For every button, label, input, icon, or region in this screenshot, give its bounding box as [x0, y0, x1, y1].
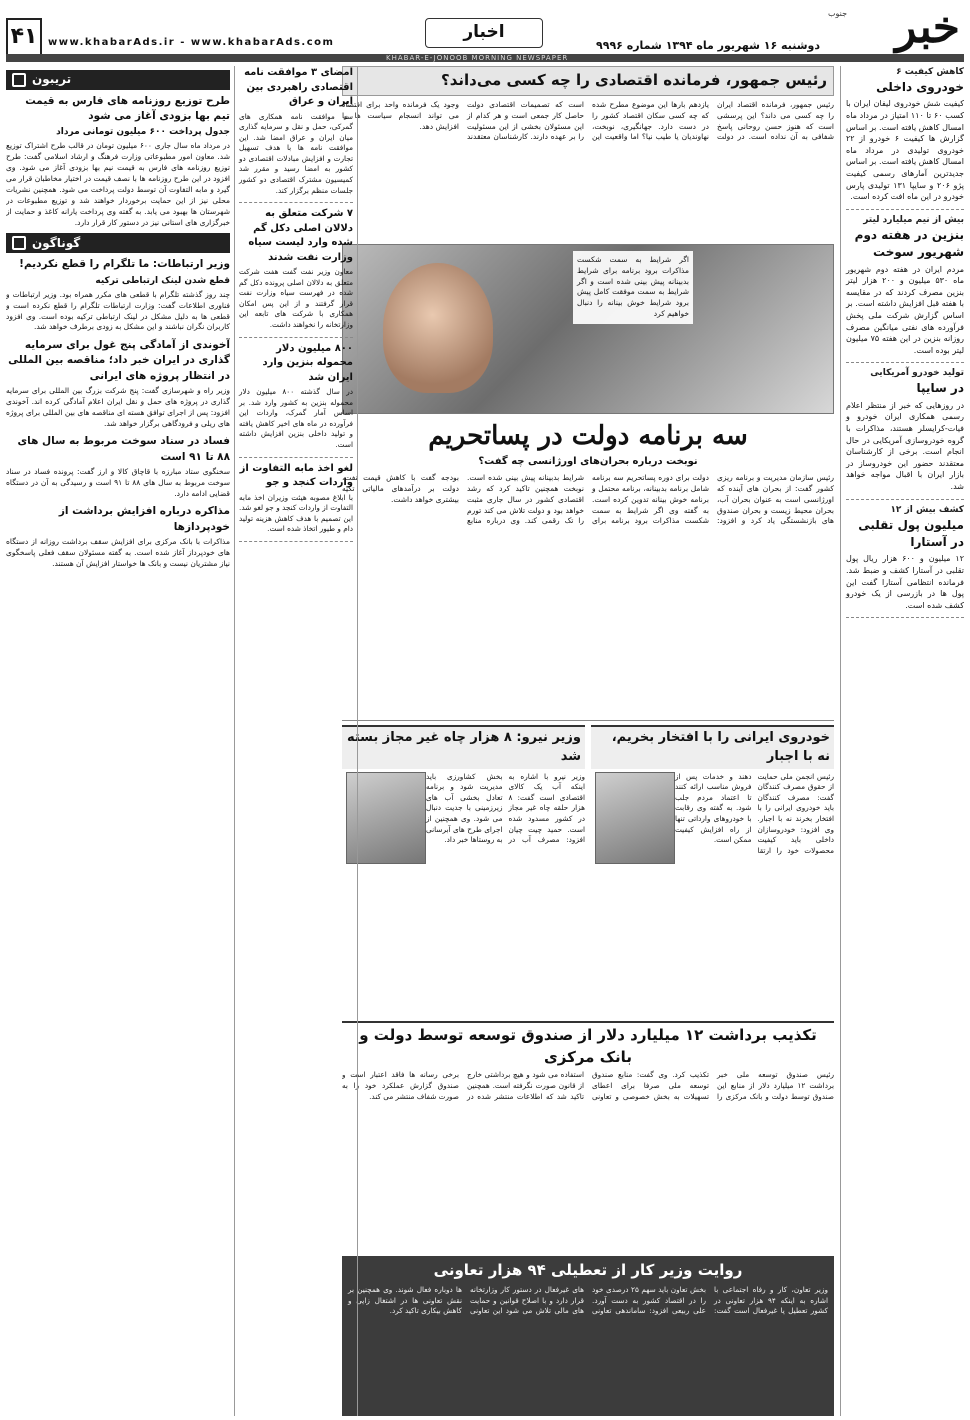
lead-headline[interactable]: رئیس جمهور، فرمانده اقتصادی را چه کسی می‌داند؟: [342, 66, 834, 96]
coop-headline[interactable]: روایت وزیر کار از تعطیلی ۹۴ هزار تعاونی: [433, 1261, 743, 1280]
news-body: معاون وزیر نفت گفت هفت شرکت متعلق به دلالان اصلی پرونده دکل گم شده در فهرست سیاه وزارت نفت قرار گرفتند و از این پس امکان همکاری با شرکت های تابعه این وزارتخانه را نخواهند داشت.: [239, 267, 353, 330]
news-item: [6, 504, 230, 569]
logo-subtitle: جنوب: [828, 9, 848, 18]
story-box: [342, 725, 585, 1017]
news-kicker: کاهش کیفیت ۶: [896, 67, 964, 77]
main-story-body: رئیس سازمان مدیریت و برنامه ریزی کشور گفت: از بحران های آینده که اورژانسی است به عنوان بحران آب، بحران محیط زیست و بحران صندوق های بازنشستگی یاد کرد و افزود: دولت برای دوره پساتحریم سه برنامه شامل برنامه بدبینانه، برنامه محتمل و برنامه خوش بینانه تدوین کرده است. به گفته وی اگر شرایط به سمت شکست مذاکرات برود برنامه برای شرایط بدبینانه پیش بینی شده است. نوبخت همچنین تاکید کرد که رشد اقتصادی کشور در سال جاری مثبت خواهد بود و دولت تلاش می کند تورم را تک رقمی کند. وی درباره منابع بودجه گفت با کاهش قیمت نفت، دولت بر درآمدهای مالیاتی تکیه بیشتری خواهد داشت.: [342, 473, 834, 721]
newspaper-logo: [824, 4, 964, 56]
news-title[interactable]: بنزین در هفته دوم شهریور سوخت: [854, 227, 964, 260]
news-title[interactable]: ۸۰۰ میلیون دلار محموله بنزین وارد ایران شد: [262, 342, 353, 383]
bank-body: رئیس صندوق توسعه ملی خبر برداشت ۱۲ میلیارد دلار از منابع این صندوق توسط دولت و بانک مرکزی را تکذیب کرد. وی گفت: منابع صندوق توسعه ملی صرفا برای اعطای تسهیلات به بخش خصوصی و تعاونی استفاده می شود و هیچ برداشتی خارج از قانون صورت نگرفته است. همچنین تاکید شد که اطلاعات منتشر شده در برخی رسانه ها فاقد اعتبار است و صندوق گزارش عملکرد خود را به صورت شفاف منتشر می کند.: [342, 1070, 834, 1101]
story-body: وزیر نیرو با اشاره به اینکه آب یک کالای اقتصادی است گفت: ۸ هزار حلقه چاه غیر مجاز در کشور مسدود شده است. حمید چیت چیان افزود: مصرف آب در بخش کشاورزی باید مدیریت شود و برنامه تعادل بخشی آب های زیرزمینی با جدیت دنبال می شود. وی همچنین از اجرای طرح های آبرسانی به روستاها خبر داد.: [426, 771, 585, 845]
rubric-tribune: [6, 70, 230, 90]
english-name: KHABAR-E-JONOOB MORNING NEWSPAPER: [386, 54, 569, 62]
main-news-area: [342, 66, 834, 1416]
rubric-icon: [12, 236, 26, 250]
news-kicker: کشف بیش از ۱۲: [890, 504, 964, 515]
photo-caption: اگر شرایط به سمت شکست مذاکرات برود برنامه برای شرایط بدبینانه پیش بینی شده است و اگر شرایط به سمت موفقت کامل پیش برود شرایط خوش بینانه را دنبال خواهیم کرد: [573, 251, 693, 324]
news-item: [846, 66, 964, 210]
news-item: [239, 66, 353, 203]
news-subtitle: قطع شدن لینک ارتباطی ترکیه: [95, 275, 230, 286]
news-title[interactable]: وزیر ارتباطات: ما تلگرام را قطع نکردیم!: [19, 258, 230, 271]
rubric-icon: [12, 73, 26, 87]
news-item: [239, 207, 353, 337]
coop-body: وزیر تعاون، کار و رفاه اجتماعی با اشاره به اینکه ۹۴ هزار تعاونی در کشور تعطیل یا غیرفعال است گفت: بخش تعاون باید سهم ۲۵ درصدی خود را در اقتصاد کشور به دست آورد. علی ربیعی افزود: ساماندهی تعاونی های غیرفعال در دستور کار وزارتخانه قرار دارد و با اصلاح قوانین و حمایت های مالی تلاش می شود این تعاونی ها دوباره فعال شوند. وی همچنین بر نقش تعاونی ها در اشتغال زایی و کاهش بیکاری تاکید کرد.: [348, 1285, 828, 1316]
lead-body: رئیس جمهور، فرمانده اقتصاد ایران را چه کسی می داند؟ این پرسشی است که هنوز حسن روحانی پاسخ شفافی به آن نداده است. در دولت یازدهم بارها این موضوع مطرح شده که چه کسی سکان اقتصاد کشور را در دست دارد. جهانگیری، نوبخت، نهاوندیان یا طیب نیا؟ اما واقعیت این است که تصمیمات اقتصادی دولت حاصل کار جمعی است و هر کدام از این مسئولان بخشی از این مسئولیت را بر عهده دارند. کارشناسان معتقدند وجود یک فرمانده واحد برای اقتصاد می تواند انسجام سیاست ها را افزایش دهد.: [342, 99, 834, 142]
news-body: مذاکرات با بانک مرکزی برای افزایش سقف برداشت روزانه از دستگاه های خودپرداز آغاز شده است. به گفته مسئولان سقف فعلی پاسخگوی نیاز مشتریان نیست و بانک ها خواستار افزایش آن هستند.: [6, 536, 230, 568]
news-item: [6, 434, 230, 499]
news-body: در مرداد ماه سال جاری ۶۰۰ میلیون تومان در قالب طرح اشتراک توزیع شد. معاون امور مطبوعاتی وزارت فرهنگ و ارشاد اسلامی گفت: طرح توزیع روزنامه های فارس به قیمت نیم بها بزودی آغاز می شود. وی افزود در این طرح روزنامه ها با نصف قیمت در اختیار مخاطبان قرار می گیرد و مابه التفاوت آن توسط دولت پرداخت می شود. همچنین نشریات محلی نیز از این حمایت برخوردار خواهند شد و توزیع مطبوعات در شهرستان ها بهبود می یابد. به گفته وی پرداخت یارانه کاغذ و حمایت از خبرگزاری های استانی نیز در دستور کار قرار دارد.: [6, 141, 230, 227]
issue-date-number: دوشنبه ۱۶ شهریور ماه ۱۳۹۴ شماره ۹۹۹۶: [596, 39, 820, 52]
news-item: [6, 257, 230, 333]
left-news-column: [6, 66, 230, 1416]
news-item: [846, 367, 964, 499]
news-body: در روزهایی که خبر از منتظر اعلام رسمی همکاری ایران خودرو و فیات-کرایسلر هستند، مذاکرات با گروه خودروسازی آمریکایی در حال انجام است. برخی از کارشناسان معتقدند حضور این خودروساز در بازار ایران با اقبال مواجه خواهد شد.: [846, 400, 964, 491]
news-title[interactable]: امضای ۳ موافقت نامه اقتصادی راهبردی بین ایران و عراق: [244, 67, 353, 107]
news-item: [6, 338, 230, 429]
news-item: [6, 94, 230, 228]
rubric-label: تریبون: [32, 72, 72, 87]
news-body: وزیر راه و شهرسازی گفت: پنج شرکت بزرگ بین المللی برای سرمایه گذاری در پروژه های حمل و نقل ایران اعلام آمادگی کرده اند. آخوندی افزود: پس از اجرای توافق هسته ای مناقصه های بین المللی برای پروژه های ریلی و فرودگاهی برگزار خواهد شد.: [6, 385, 230, 428]
news-item: [239, 462, 353, 542]
news-body: سه موافقت نامه همکاری های گمرکی، حمل و نقل و سرمایه گذاری میان ایران و عراق امضا شد. این موافقت نامه ها با هدف تسهیل تجارت و افزایش مبادلات اقتصادی دو کشور به امضا رسید و مقرر شد کمیسیون مشترک اقتصادی دو کشور جلسات منظم برگزار کند.: [239, 111, 353, 195]
news-item: [846, 504, 964, 619]
logo-wordmark: خبر: [895, 2, 960, 53]
story-body: رئیس انجمن ملی حمایت از حقوق مصرف کنندگان گفت: مصرف کنندگان باید خودروی ایرانی را با افتخار بخرند نه با اجبار. وی افزود: خودروسازان داخلی باید کیفیت محصولات خود را ارتقا دهند و خدمات پس از فروش مناسب ارائه کنند تا اعتماد مردم جلب شود. به گفته وی رقابت با خودروهای وارداتی تنها از راه افزایش کیفیت ممکن است.: [675, 771, 834, 855]
story-photo: [595, 772, 675, 864]
story-photo: [346, 772, 426, 864]
section-title: اخبار: [425, 18, 543, 48]
news-body: مردم ایران در هفته دوم شهریور ماه ۵۳۰ میلیون و ۲۰۰ هزار لیتر بنزین مصرف کردند که در مقایسه با هفته قبل افزایش داشته است. بر اساس گزارش شرکت ملی پخش فرآورده های نفتی میانگین مصرف روزانه بنزین در این هفته ۷۵ میلیون لیتر بوده است.: [846, 264, 964, 355]
news-body: با ابلاغ مصوبه هیئت وزیران اخذ مابه التفاوت از واردات کنجد و جو لغو شد. این تصمیم با هدف کاهش هزینه تولید دام و طیور اتخاذ شده است.: [239, 492, 353, 534]
news-body: ۱۲ میلیون و ۶۰۰ هزار ریال پول تقلبی در آستارا کشف و ضبط شد. فرمانده انتظامی آستارا گفت این پول ها در بازرسی از یک خودرو کشف شده است.: [846, 554, 964, 610]
news-title[interactable]: در سایپا: [916, 381, 964, 396]
mid-stories-row: [342, 725, 834, 1017]
news-title[interactable]: آخوندی از آمادگی پنج غول برای سرمایه گذاری در ایران خبر داد؛ مناقصه بین المللی در انتظار پروژه های ایرانی: [8, 339, 230, 382]
news-body: سخنگوی ستاد مبارزه با قاچاق کالا و ارز گفت: پرونده فساد در سناد سوخت مربوط به سال های ۸۸ تا ۹۱ است و رسیدگی به آن در دستگاه قضایی ادامه دارد.: [6, 466, 230, 498]
news-body: کیفیت شش خودروی لیفان ایران با کسب ۶۰ تا ۱۱۰ امتیاز در مرداد ماه امسال کاهش یافته است. بر اساس گزارش ها کیفیت ۶ خودرو از ۲۲ خودروی تولیدی در مرداد ماه امسال کاهش یافته است. بر اساس جدیدترین آمارهای رسمی کیفیت پژو ۲۰۶ و سایپا ۱۳۱ تولیدی پارس خودرو در این ماه افت کرده است.: [846, 99, 964, 202]
news-title[interactable]: خودروی داخلی: [876, 80, 964, 95]
news-item: [239, 342, 353, 458]
header-rule: [6, 54, 964, 62]
news-kicker: تولید خودرو آمریکایی: [870, 368, 964, 379]
main-subhead: نوبخت درباره بحران‌های اورژانسی چه گفت؟: [478, 456, 698, 468]
story-headline[interactable]: خودروی ایرانی را با افتخار بخریم، نه با اجبار: [591, 727, 834, 769]
news-title[interactable]: ۷ شرکت متعلق به دلالان اصلی دکل گم شده وارد لیست سیاه وزارت نفت شدند: [248, 208, 353, 263]
right-news-column: [840, 66, 964, 1416]
news-title[interactable]: فساد در سناد سوخت مربوط به سال های ۸۸ تا ۹۱ است: [17, 435, 230, 463]
news-title[interactable]: مذاکره درباره افزایش برداشت از خودپردازها: [58, 505, 230, 533]
news-item: [846, 214, 964, 364]
site-url[interactable]: www.khabarAds.ir - www.khabarAds.com: [48, 37, 335, 48]
masthead: [0, 0, 970, 62]
bank-headline[interactable]: تکذیب برداشت ۱۲ میلیارد دلار از صندوق توسعه توسط دولت و بانک مرکزی: [342, 1021, 834, 1069]
news-body: چند روز گذشته تلگرام با قطعی های مکرر همراه بود. وزیر ارتباطات و فناوری اطلاعات گفت: وزارت ارتباطات تلگرام را قطع نکرده است و قطعی ها به دلیل مشکل در لینک ارتباطی ترکیه بوده است. وی افزود کاربران نگران نباشند و این مشکل به زودی برطرف خواهد شد.: [6, 289, 230, 332]
coop-story-box: [342, 1256, 834, 1416]
main-headline[interactable]: سه برنامه دولت در پساتحریم: [428, 420, 748, 451]
news-body: در سال گذشته ۸۰۰ میلیون دلار محموله بنزین به کشور وارد شد. بر اساس آمار گمرک، واردات این فرآورده در ماه های اخیر کاهش یافته و تولید داخلی بنزین افزایش داشته است.: [239, 387, 353, 449]
story-box: [591, 725, 834, 1017]
news-title[interactable]: طرح توزیع روزنامه های فارس به قیمت تیم بها بزودی آغاز می شود: [25, 95, 230, 123]
page-number: ۴۱: [6, 18, 42, 56]
person-photo: [383, 263, 493, 393]
middle-news-column: [234, 66, 358, 1416]
rubric-label: گوناگون: [32, 235, 81, 250]
news-subtitle: جدول پرداخت ۶۰۰ میلیون تومانی مرداد: [56, 127, 230, 138]
rubric-misc: [6, 233, 230, 253]
news-kicker: بیش از نیم میلیارد لیتر: [863, 214, 964, 225]
news-title[interactable]: لغو اخذ مابه التفاوت از واردات کنجد و جو: [239, 462, 353, 489]
story-headline[interactable]: وزیر نیرو: ۸ هزار چاه غیر مجاز بسته شد: [342, 727, 585, 769]
news-title[interactable]: میلیون پول تقلبی در آستارا: [858, 517, 964, 549]
news-photo: [342, 244, 834, 414]
